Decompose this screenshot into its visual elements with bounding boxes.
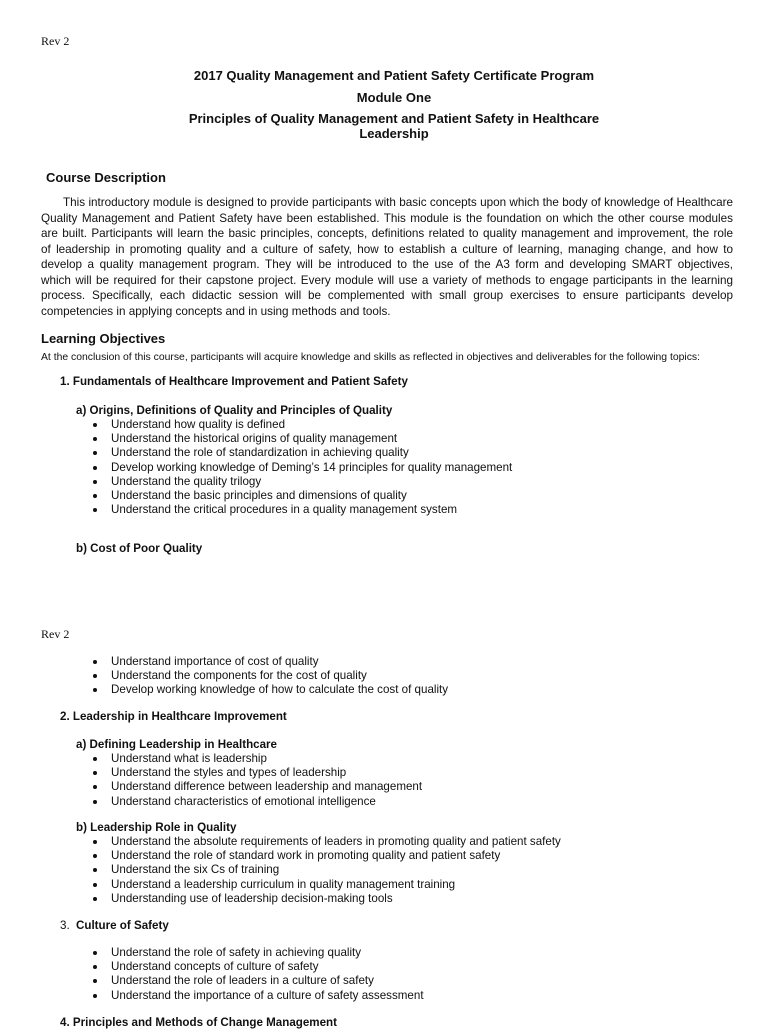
list-item: Understand the importance of a culture of safety assessment [90,989,424,1003]
topic-2a-heading: a) Defining Leadership in Healthcare [76,738,278,751]
paragraph-line: Quality Management and Patient Safety have been established. This module is the foundation on which the other course modules [41,211,733,225]
course-description-paragraph [41,195,733,319]
list-item: Understand the role of standard work in promoting quality and patient safety [90,849,561,863]
list-item: Understand the role of leaders in a culture of safety [90,974,424,988]
paragraph-line: develop a quality management program. They will be introduced to the use of the A3 form and developing SMART objectives, [41,258,733,271]
list-item: Understand the role of standardization in achieving quality [90,446,512,460]
list-item: Develop working knowledge of how to calculate the cost of quality [90,683,448,697]
list-item: Understand importance of cost of quality [90,655,448,669]
list-item: Understand the six Cs of training [90,863,561,877]
topic-1a-list [90,418,512,517]
topic-3-number: 3. [60,919,70,932]
topic-3-list [90,946,424,1003]
topic-1b-heading: b) Cost of Poor Quality [76,542,203,555]
paragraph-line: This introductory module is designed to provide participants with basic concepts upon which the body of knowledge of Healthcare [63,196,733,209]
list-item: Understand the components for the cost of quality [90,669,448,683]
topic-2b-list [90,835,561,906]
list-item: Understanding use of leadership decision-making tools [90,892,561,906]
paragraph-line: process. Specifically, each didactic session will be complemented with small group exercises to ensure participants develop [41,289,733,302]
list-item: Understand the absolute requirements of leaders in promoting quality and patient safety [90,835,561,849]
course-description-heading: Course Description [46,170,166,185]
list-item: Understand characteristics of emotional intelligence [90,795,422,809]
list-item: Understand the quality trilogy [90,475,512,489]
list-item: Understand the basic principles and dimensions of quality [90,489,512,503]
list-item: Understand the styles and types of leadership [90,766,422,780]
paragraph-line: are built. Participants will learn the basic principles, concepts, definitions related to quality management and improvement, the role [41,227,733,240]
list-item: Understand how quality is defined [90,418,512,432]
topic-2-heading: 2. Leadership in Healthcare Improvement [60,710,287,723]
module-subtitle-line2: Leadership [359,126,429,141]
list-item: Understand a leadership curriculum in quality management training [90,878,561,892]
learning-objectives-heading: Learning Objectives [41,331,166,346]
list-item: Understand the role of safety in achieving quality [90,946,424,960]
topic-3-heading: Culture of Safety [76,919,169,932]
topic-4-heading: 4. Principles and Methods of Change Management [60,1016,338,1029]
paragraph-line: competencies in applying concepts and in using methods and tools. [41,304,391,318]
list-item: Develop working knowledge of Deming’s 14 principles for quality management [90,461,512,475]
topic-1-heading: 1. Fundamentals of Healthcare Improvement and Patient Safety [60,375,408,388]
learning-objectives-intro: At the conclusion of this course, participants will acquire knowledge and skills as reflected in objectives and deliverables for the following topics: [41,352,700,363]
topic-1a-heading: a) Origins, Definitions of Quality and Principles of Quality [76,404,393,417]
revision-label: Rev 2 [41,34,70,48]
program-title: 2017 Quality Management and Patient Safety Certificate Program [193,68,595,83]
topic-1b-list [90,655,448,698]
list-item: Understand what is leadership [90,752,422,766]
topic-2b-heading: b) Leadership Role in Quality [76,821,237,834]
paragraph-line: which will be required for their capstone project. Every module will use a variety of methods to engage participants in the learning [41,273,733,287]
topic-2a-list [90,752,422,809]
list-item: Understand difference between leadership and management [90,780,422,794]
paragraph-line: of leadership in promoting quality and a culture of safety, how to establish a culture of learning, managing change, and how to [41,242,733,256]
list-item: Understand the historical origins of quality management [90,432,512,446]
revision-label: Rev 2 [41,627,70,641]
list-item: Understand concepts of culture of safety [90,960,424,974]
module-subtitle-line1: Principles of Quality Management and Patient Safety in Healthcare [188,111,600,126]
list-item: Understand the critical procedures in a quality management system [90,503,512,517]
module-title: Module One [356,90,432,105]
